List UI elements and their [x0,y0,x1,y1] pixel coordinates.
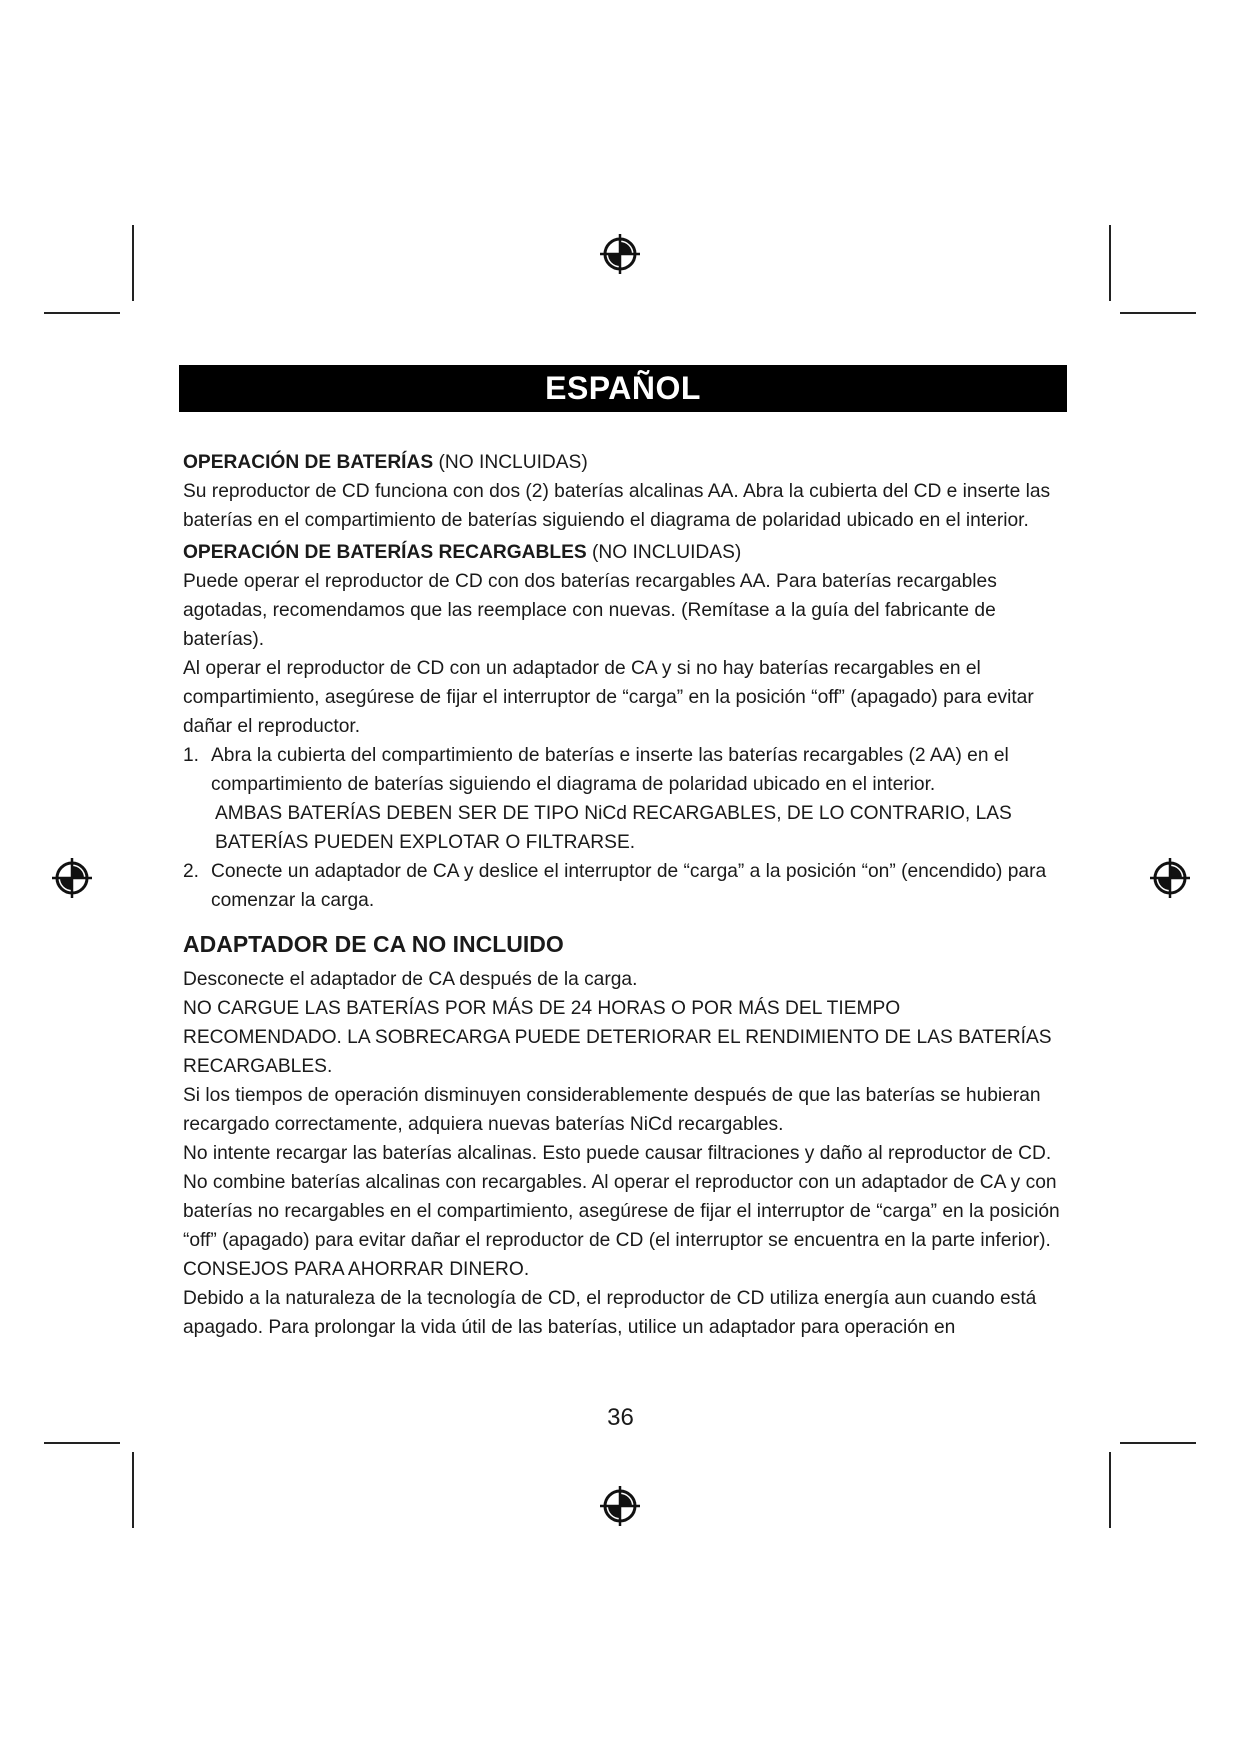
registration-mark-icon [598,1484,642,1528]
paragraph: Al operar el reproductor de CD con un adaptador de CA y si no hay baterías recargables en el compartimiento, asegúrese de fijar el interruptor de “carga” en la posición “off” (apagado) para evitar dañar el reproductor. [183,658,1034,737]
crop-mark-icon [44,312,120,314]
warning-text: AMBAS BATERÍAS DEBEN SER DE TIPO NiCd RECARGABLES, DE LO CONTRARIO, LAS BATERÍAS PUEDEN EXPLOTAR O FILTRARSE. [215,803,1012,853]
section-heading-battery [183,448,1063,477]
list-number: 2. [183,861,200,882]
list-item [183,857,1063,915]
crop-mark-icon [1120,312,1196,314]
list-item-text: Abra la cubierta del compartimiento de baterías e inserte las baterías recargables (2 AA) en el compartimiento de baterías siguiendo el diagrama de polaridad ubicado en el interior. [211,745,1009,795]
list-number: 1. [183,745,200,766]
manual-content [183,448,1063,1342]
crop-mark-icon [1109,1452,1111,1528]
paragraph: Si los tiempos de operación disminuyen considerablemente después de que las baterías se hubieran recargado correctamente, adquiera nuevas baterías NiCd recargables. [183,1085,1041,1135]
crop-mark-icon [1109,225,1111,301]
paragraph: Puede operar el reproductor de CD con dos baterías recargables AA. Para baterías recargables agotadas, recomendamos que las reemplace con nuevas. (Remítase a la guía del fabricante de baterías). [183,571,997,650]
registration-mark-icon [50,856,94,900]
section-heading-rechargeable [183,538,1063,567]
heading-bold: OPERACIÓN DE BATERÍAS RECARGABLES [183,542,587,563]
crop-mark-icon [1120,1442,1196,1444]
paragraph: Debido a la naturaleza de la tecnología de CD, el reproductor de CD utiliza energía aun cuando está apagado. Para prolongar la vida útil de las baterías, utilice un adaptador para operación en [183,1288,1037,1338]
crop-mark-icon [44,1442,120,1444]
crop-mark-icon [132,225,134,301]
heading-bold: OPERACIÓN DE BATERÍAS [183,452,434,473]
paragraph: Desconecte el adaptador de CA después de la carga. [183,969,638,990]
language-header [179,365,1067,412]
list-item-text: Conecte un adaptador de CA y deslice el interruptor de “carga” a la posición “on” (encendido) para comenzar la carga. [211,861,1047,911]
paragraph: No intente recargar las baterías alcalinas. Esto puede causar filtraciones y daño al reproductor de CD. No combine baterías alcalinas con recargables. Al operar el reproductor con un adaptador de CA y con baterías no recargables en el compartimiento, asegúrese de fijar el interruptor de “carga” en la posición “off” (apagado) para evitar dañar el reproductor de CD (el interruptor se encuentra en la parte inferior). CONSEJOS PARA AHORRAR DINERO. [183,1143,1060,1280]
paragraph: Su reproductor de CD funciona con dos (2) baterías alcalinas AA. Abra la cubierta del CD e inserte las baterías en el compartimiento de baterías siguiendo el diagrama de polaridad ubicado en el interior. [183,481,1051,531]
crop-mark-icon [132,1452,134,1528]
registration-mark-icon [1148,856,1192,900]
page-title: ESPAÑOL [545,370,701,406]
list-item [183,741,1063,857]
heading-suffix: (NO INCLUIDAS) [586,542,742,563]
registration-mark-icon [598,232,642,276]
heading-suffix: (NO INCLUIDAS) [433,452,588,473]
section-heading-adapter: ADAPTADOR DE CA NO INCLUIDO [183,931,564,957]
page-number: 36 [607,1404,634,1431]
paragraph: NO CARGUE LAS BATERÍAS POR MÁS DE 24 HORAS O POR MÁS DEL TIEMPO RECOMENDADO. LA SOBRECARGA PUEDE DETERIORAR EL RENDIMIENTO DE LAS BATERÍAS RECARGABLES. [183,998,1052,1077]
